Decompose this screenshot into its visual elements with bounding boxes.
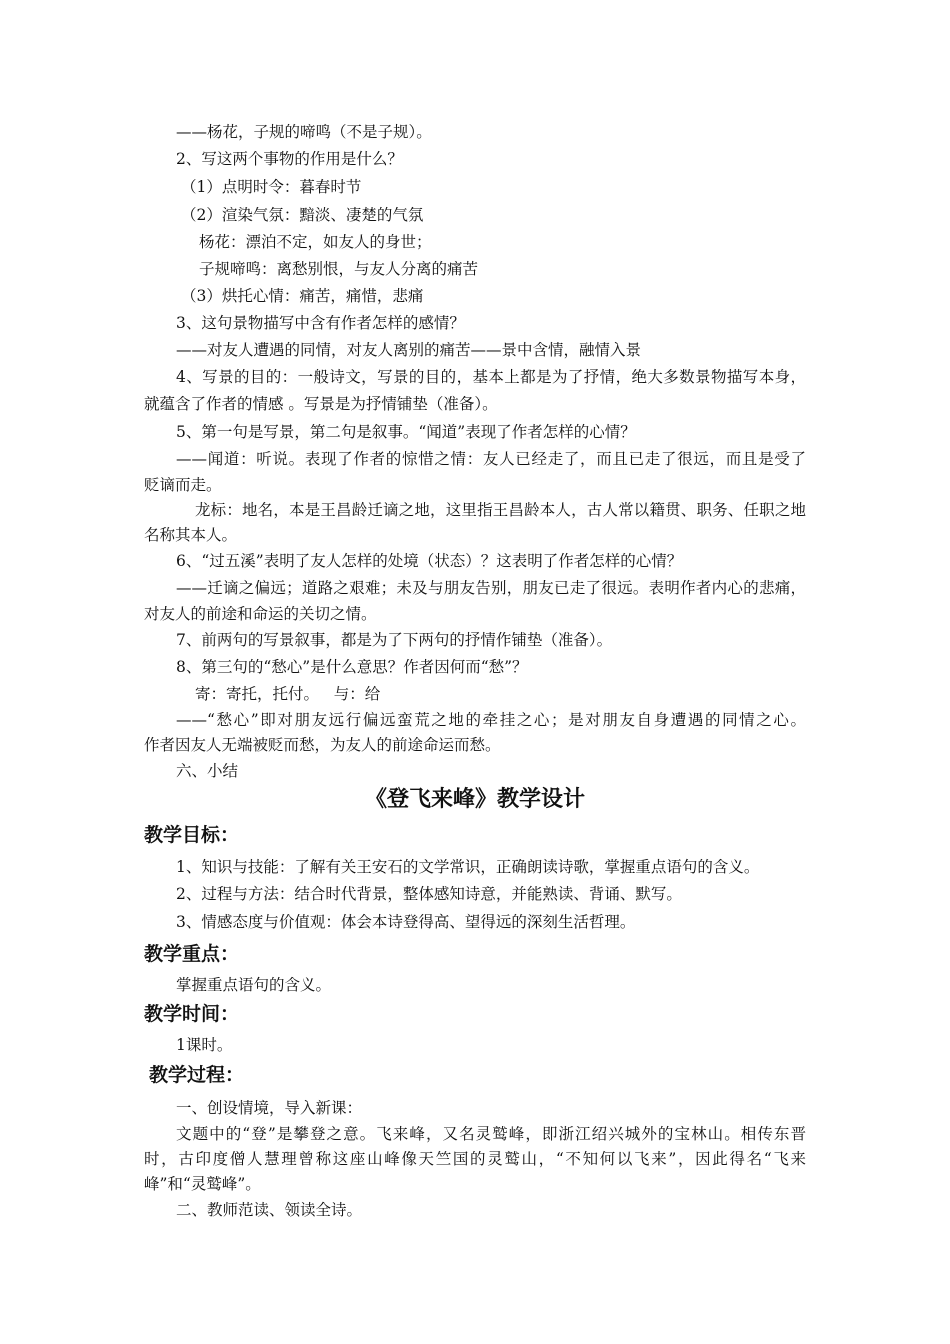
keypoints-heading: 教学重点： (144, 943, 240, 965)
question-7: 7、前两句的写景叙事，都是为了下两句的抒情作铺垫（准备）。 (176, 631, 613, 649)
process-step: 二、教师范读、领读全诗。 (176, 1201, 363, 1219)
time-heading: 教学时间： (144, 1003, 240, 1025)
answer-line: ——对友人遭遇的同情，对友人离别的痛苦——景中含情，融情入景 (176, 341, 642, 359)
answer-line: 杨花：漂泊不定，如友人的身世； (199, 233, 432, 251)
note-line: 寄：寄托，托付。 与：给 (195, 685, 381, 703)
objectives-heading: 教学目标： (144, 824, 240, 846)
answer-line: ——迁谪之偏远；道路之艰难；未及与朋友告别，朋友已走了很远。表明作者内心的悲痛， (176, 579, 806, 597)
text-line: 对友人的前途和命运的关切之情。 (144, 605, 377, 623)
section-summary: 六、小结 (176, 762, 239, 780)
keypoints-text: 掌握重点语句的含义。 (176, 976, 332, 994)
text-line: 名称其本人。 (144, 526, 238, 544)
question-4: 4、写景的目的：一般诗文，写景的目的，基本上都是为了抒情，绝大多数景物描写本身， (176, 368, 806, 386)
answer-line: ——“愁心”即对朋友远行偏远蛮荒之地的牵挂之心；是对朋友自身遭遇的同情之心。 (176, 711, 806, 729)
text-line: ——杨花，子规的啼鸣（不是子规）。 (176, 123, 432, 141)
question-5: 5、第一句是写景，第二句是叙事。“闻道”表现了作者怎样的心情？ (176, 423, 636, 441)
answer-line: 子规啼鸣：离愁别恨，与友人分离的痛苦 (199, 260, 479, 278)
paragraph-line: 时，古印度僧人慧理曾称这座山峰像天竺国的灵鹫山，“不知何以飞来”，因此得名“飞来 (144, 1150, 806, 1168)
note-line: 龙标：地名，本是王昌龄迁谪之地，这里指王昌龄本人，古人常以籍贯、职务、任职之地 (195, 501, 806, 519)
page-title: 《登飞来峰》教学设计 (364, 787, 585, 812)
text-line: 作者因友人无端被贬而愁，为友人的前途命运而愁。 (144, 736, 501, 754)
answer-line: ——闻道：听说。表现了作者的惊惜之情：友人已经走了，而且已走了很远，而且是受了 (176, 450, 806, 468)
paragraph-line: 峰”和“灵鹫峰”。 (144, 1175, 261, 1193)
question-8: 8、第三句的“愁心”是什么意思？作者因何而“愁”？ (176, 658, 528, 676)
process-step: 一、创设情境，导入新课： (176, 1099, 363, 1117)
objective-item: 1、知识与技能：了解有关王安石的文学常识，正确朗读诗歌，掌握重点语句的含义。 (176, 858, 760, 876)
paragraph-line: 文题中的“登”是攀登之意。飞来峰，又名灵鹫峰，即浙江绍兴城外的宝林山。相传东晋 (176, 1125, 806, 1143)
question-6: 6、“过五溪”表明了友人怎样的处境（状态）？这表明了作者怎样的心情？ (176, 552, 683, 570)
text-line: 就蕴含了作者的情感 。写景是为抒情铺垫（准备）。 (144, 395, 498, 413)
answer-line: （1）点明时令：暮春时节 (181, 178, 362, 196)
process-heading: 教学过程： (149, 1064, 245, 1086)
text-line: 贬谪而走。 (144, 476, 222, 494)
answer-line: （3）烘托心情：痛苦，痛惜，悲痛 (181, 287, 424, 305)
question-2: 2、写这两个事物的作用是什么？ (176, 150, 403, 168)
objective-item: 2、过程与方法：结合时代背景，整体感知诗意，并能熟读、背诵、默写。 (176, 885, 682, 903)
answer-line: （2）渲染气氛：黯淡、凄楚的气氛 (181, 206, 424, 224)
time-text: 1课时。 (176, 1036, 233, 1054)
objective-item: 3、情感态度与价值观：体会本诗登得高、望得远的深刻生活哲理。 (176, 913, 636, 931)
question-3: 3、这句景物描写中含有作者怎样的感情？ (176, 314, 465, 332)
